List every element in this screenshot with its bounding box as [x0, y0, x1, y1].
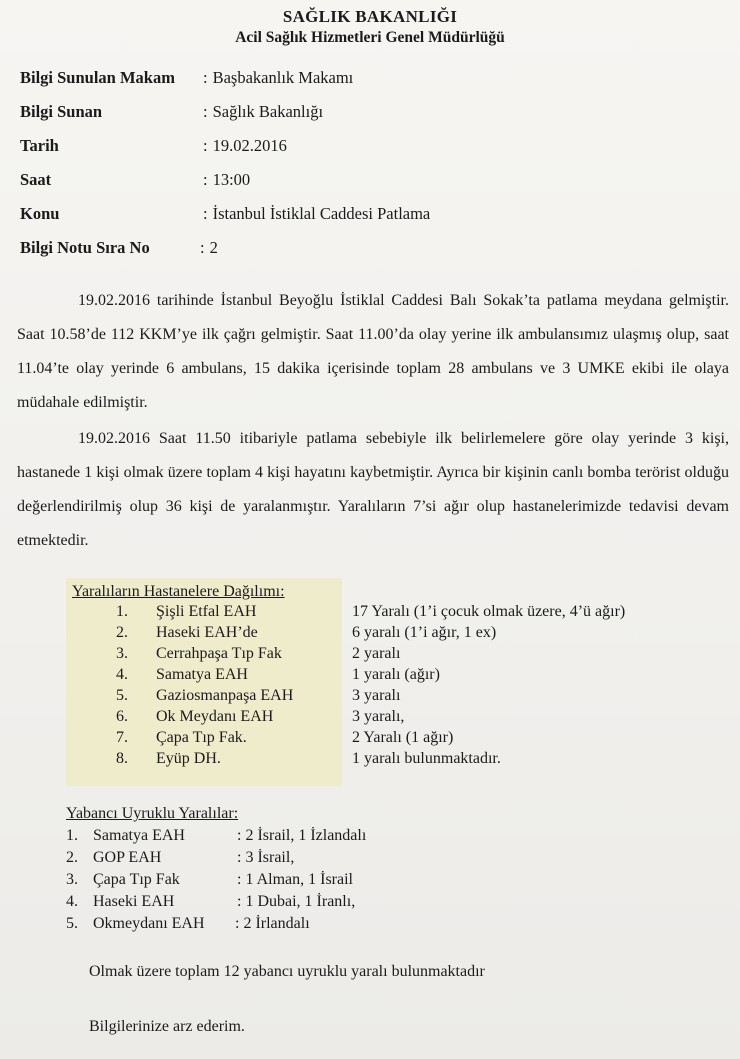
meta-value: 2: [209, 238, 218, 257]
nationality-detail: : 2 İsrail, 1 İzlandalı: [237, 827, 367, 844]
meta-value: Sağlık Bakanlığı: [212, 102, 324, 121]
hospital-name: GOP EAH: [93, 849, 162, 866]
meta-label: Tarih: [20, 136, 59, 155]
meta-label: Bilgi Sunan: [20, 102, 103, 121]
hospital-name: Haseki EAH’de: [156, 624, 258, 641]
hospital-name: Çapa Tıp Fak.: [156, 729, 247, 746]
document-page: SAĞLIK BAKANLIĞI Acil Sağlık Hizmetleri Genel Müdürlüğü Bilgi Sunulan Makam : Başbakanlık Makamı Bilgi Sunan : Sağlık Bakanlığı Tarih : 19.02.2016 Saat : 13:00 Konu : İstanbul İstiklal Caddesi Patlama Bilgi Notu Sıra No : 2 19.02.2016 tarihinde İstanbul Beyoğlu İstiklal Caddesi Balı Sokak’ta patlama meydana gelmiştir. Saat 10.58’de 112 KKM’ye ilk çağrı gelmiştir. Saat 11.00’da olay yerine ilk ambulansımız ulaşmış olup, saat 11.04’te olay yerinde 6 ambulans, 15 dakika içerisinde toplam 28 ambulans ve 3 UMKE ekibi ile olaya müdahale edilmiştir. 19.02.2016 Saat 11.50 itibariyle patlama sebebiyle ilk belirlemelere göre olay yerinde 3 kişi, hastanede 1 kişi olmak üzere toplam 4 kişi hayatını kaybetmiştir. Ayrıca bir kişinin canlı bomba terörist olduğu değerlendirilmiş olup 36 kişi de yaralanmıştır. Yaralıların 7’si ağır olup hastanelerimizde tedavisi devam etmektedir. Yaralıların Hastanelere Dağılımı: 1. Şişli Etfal EAH 17 Yaralı (1’i çocuk olmak üzere, 4’ü ağır) 2. Haseki EAH’de 6 yaralı (1’i ağır, 1 ex) 3. Cerrahpaşa Tıp Fak 2 yaralı 4. Samatya EAH 1 yaralı (ağır) 5. Gaziosmanpaşa EAH 3 yaralı 6. Ok Meydanı EAH 3 yaralı, 7. Çapa Tıp Fak. 2 Yaralı (1 ağır) 8. Eyüp DH. 1 yaralı bulunmaktadır. Yabancı Uyruklu Yaralılar: 1. Samatya EAH : 2 İsrail, 1 İzlandalı 2. GOP EAH : 3 İsrail, 3. Çapa Tıp Fak : 1 Alman, 1 İsrail 4. Haseki EAH : 1 Dubai, 1 İranlı, 5. Okmeydanı EAH : 2 İrlandalı Olmak üzere toplam 12 yabancı uyruklu yaralı bulunmaktadır Bilgilerinize arz ederim.: [0, 0, 740, 1059]
paragraph-casualties: 19.02.2016 Saat 11.50 itibariyle patlama sebebiyle ilk belirlemelere göre olay yerinde 3 kişi, hastanede 1 kişi olmak üzere toplam 4 kişi hayatını kaybetmiştir. Ayrıca bir kişinin canlı bomba terörist olduğu değerlendirilmiş olup 36 kişi de yaralanmıştır. Yaralıların 7’si ağır olup hastanelerimizde tedavisi devam etmektedir.: [17, 430, 729, 549]
hospital-name: Cerrahpaşa Tıp Fak: [156, 645, 282, 662]
meta-label: Bilgi Sunulan Makam: [20, 68, 175, 87]
hospital-name: Ok Meydanı EAH: [156, 708, 274, 725]
nationality-detail: : 1 Dubai, 1 İranlı,: [237, 893, 356, 910]
hospital-name: Haseki EAH: [93, 893, 175, 910]
department-title: Acil Sağlık Hizmetleri Genel Müdürlüğü: [235, 29, 505, 46]
injured-count: 6 yaralı (1’i ağır, 1 ex): [352, 624, 497, 641]
paragraph-incident: 19.02.2016 tarihinde İstanbul Beyoğlu İstiklal Caddesi Balı Sokak’ta patlama meydana gelmiştir. Saat 10.58’de 112 KKM’ye ilk çağrı gelmiştir. Saat 11.00’da olay yerine ilk ambulansımız ulaşmış olup, saat 11.04’te olay yerinde 6 ambulans, 15 dakika içerisinde toplam 28 ambulans ve 3 UMKE ekibi ile olaya müdahale edilmiştir.: [17, 292, 729, 411]
foreign-list-title: Yabancı Uyruklu Yaralılar:: [66, 805, 239, 822]
meta-label: Bilgi Notu Sıra No: [20, 238, 150, 257]
nationality-detail: : 1 Alman, 1 İsrail: [237, 871, 353, 888]
hospital-name: Eyüp DH.: [156, 750, 221, 767]
meta-value: 19.02.2016: [212, 136, 287, 155]
injured-count: 3 yaralı,: [352, 708, 405, 725]
meta-value: İstanbul İstiklal Caddesi Patlama: [212, 204, 431, 223]
injured-count: 1 yaralı (ağır): [352, 666, 440, 683]
hospital-list-title: Yaralıların Hastanelere Dağılımı:: [72, 583, 285, 600]
hospital-name: Şişli Etfal EAH: [156, 603, 257, 620]
hospital-name: Okmeydanı EAH: [93, 915, 205, 932]
letterhead: [0, 0, 740, 48]
injured-count: 17 Yaralı (1’i çocuk olmak üzere, 4’ü ağır): [352, 603, 626, 620]
hospital-name: Gaziosmanpaşa EAH: [156, 687, 294, 704]
nationality-detail: : 3 İsrail,: [237, 849, 295, 866]
injured-count: 2 Yaralı (1 ağır): [352, 729, 454, 746]
meta-value: 13:00: [212, 170, 251, 189]
ministry-title: SAĞLIK BAKANLIĞI: [282, 7, 458, 26]
injured-count: 2 yaralı: [352, 645, 401, 662]
meta-label: Konu: [20, 204, 60, 223]
hospital-name: Samatya EAH: [156, 666, 248, 683]
closing-salutation: Bilgilerinize arz ederim.: [89, 1018, 245, 1035]
hospital-name: Samatya EAH: [93, 827, 185, 844]
hospital-name: Çapa Tıp Fak: [93, 871, 180, 888]
nationality-detail: : 2 İrlandalı: [235, 915, 310, 932]
injured-count: 3 yaralı: [352, 687, 401, 704]
meta-label: Saat: [20, 170, 52, 189]
foreign-total-sentence: Olmak üzere toplam 12 yabancı uyruklu yaralı bulunmaktadır: [89, 963, 485, 980]
meta-value: Başbakanlık Makamı: [212, 68, 354, 87]
injured-count: 1 yaralı bulunmaktadır.: [352, 750, 501, 767]
